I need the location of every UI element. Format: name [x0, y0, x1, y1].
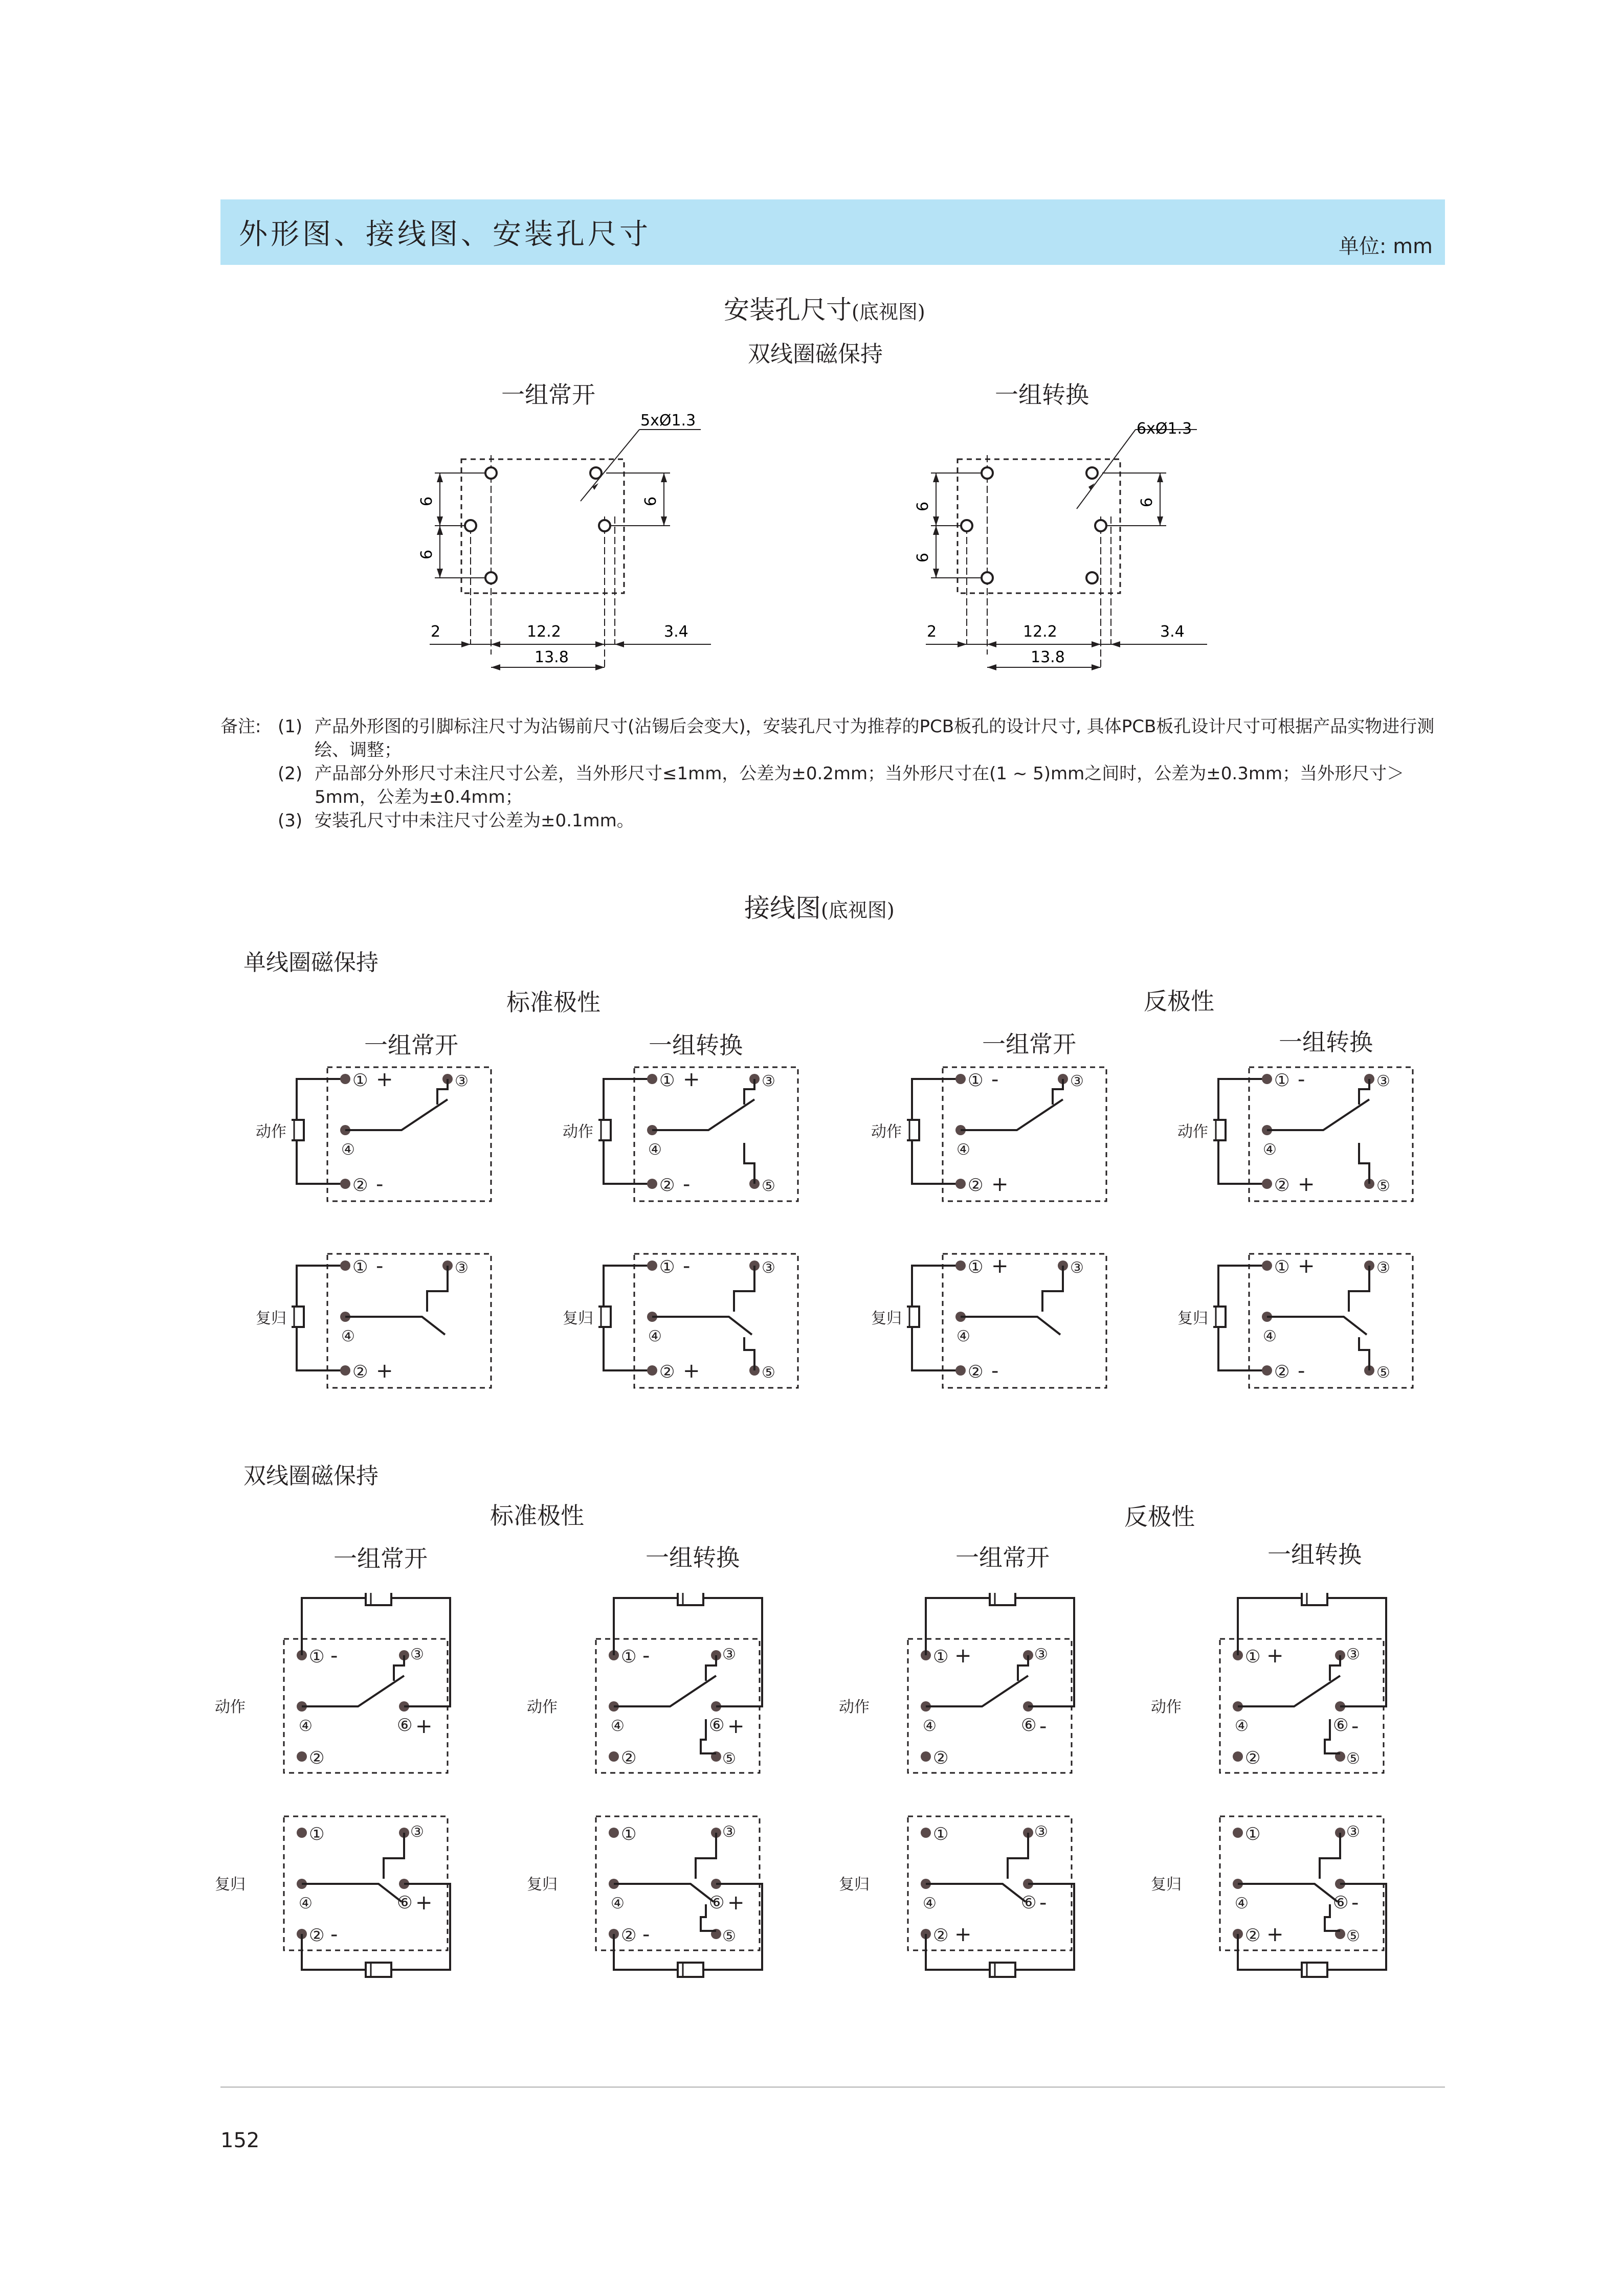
sign-top: +: [1298, 1254, 1315, 1278]
mounting-drawing-co: [900, 409, 1258, 685]
double-coil-title: 双线圈磁保持: [243, 1463, 379, 1489]
single-polarity-rev: 反极性: [1144, 987, 1214, 1015]
sign-pin-6: +: [727, 1891, 745, 1915]
pin-2: ②: [659, 1175, 675, 1196]
pin-4: ④: [341, 1141, 355, 1159]
pin-2: ②: [621, 1925, 637, 1946]
pin-4: ④: [299, 1895, 313, 1912]
pin-2: ②: [309, 1925, 325, 1946]
coil-state-label: 动作: [215, 1698, 246, 1716]
mounting-title-text: 安装孔尺寸: [724, 295, 852, 325]
double-reset-diagram: [882, 1810, 1097, 1994]
pin-1: ①: [621, 1647, 637, 1667]
pin-2: ②: [352, 1175, 368, 1196]
single-type-1: 一组常开: [364, 1031, 458, 1059]
pin-3: ③: [455, 1259, 469, 1277]
double-reset-diagram: [258, 1810, 473, 1994]
holes-callout-no: 5xØ1.3: [640, 412, 696, 430]
pin-1: ①: [352, 1070, 368, 1091]
sign-top: -: [991, 1068, 999, 1091]
coil-state-label: 动作: [1151, 1698, 1182, 1716]
pin-6: ⑥: [1333, 1893, 1349, 1913]
dim-6-b: 6: [418, 549, 436, 559]
pin-6: ⑥: [397, 1715, 413, 1736]
coil-state-label: 复归: [839, 1876, 870, 1894]
dim-3-4: 3.4: [664, 623, 688, 641]
single-action-diagram: [598, 1061, 803, 1214]
pin-3: ③: [1034, 1823, 1048, 1841]
notes-block: [220, 715, 1445, 832]
pin-4: ④: [1263, 1141, 1277, 1159]
single-type-2: 一组转换: [649, 1031, 743, 1059]
double-polarity-std: 标准极性: [490, 1502, 584, 1529]
note-text: 产品外形图的引脚标注尺寸为沾锡前尺寸(沾锡后会变大)，安装孔尺寸为推荐的PCB板孔的设计尺寸, 具体PCB板孔设计尺寸可根据产品实物进行测绘、调整；: [315, 716, 1435, 760]
sign-pin-2: -: [642, 1923, 650, 1946]
sign-bottom: +: [1298, 1173, 1315, 1196]
sign-pin-6: +: [415, 1715, 433, 1738]
dim-12-2: 12.2: [1023, 623, 1057, 641]
pin-1: ①: [1274, 1257, 1290, 1277]
pin-3: ③: [455, 1072, 469, 1090]
pin-5: ⑤: [1376, 1364, 1390, 1382]
mounting-drawing-no: [404, 409, 762, 685]
pin-1: ①: [659, 1257, 675, 1277]
pin-1: ①: [352, 1257, 368, 1277]
coil-state-label: 复归: [871, 1310, 902, 1327]
coil-state-label: 复归: [215, 1876, 246, 1894]
pin-3: ③: [1376, 1259, 1390, 1277]
pin-4: ④: [923, 1717, 937, 1735]
sign-bottom: +: [376, 1359, 393, 1383]
pin-5: ⑤: [1346, 1750, 1360, 1768]
pin-2: ②: [621, 1748, 637, 1768]
pin-1: ①: [933, 1824, 949, 1844]
pin-2: ②: [1245, 1748, 1261, 1768]
pin-3: ③: [410, 1646, 424, 1663]
pin-2: ②: [933, 1925, 949, 1946]
note-item: [220, 762, 1445, 809]
pin-5: ⑤: [1376, 1177, 1390, 1195]
double-type-3: 一组常开: [955, 1544, 1050, 1571]
sign-pin-6: +: [727, 1715, 745, 1738]
pin-4: ④: [341, 1327, 355, 1345]
note-item: [220, 715, 1445, 762]
pin-1: ①: [968, 1070, 984, 1091]
note-num: (3): [278, 811, 303, 831]
page-number: 152: [220, 2129, 260, 2152]
pin-4: ④: [956, 1141, 970, 1159]
double-reset-diagram: [570, 1810, 785, 1994]
pin-6: ⑥: [709, 1893, 725, 1913]
sign-top: +: [683, 1068, 700, 1091]
pin-3: ③: [1346, 1646, 1360, 1663]
sign-pin-1: +: [1266, 1644, 1284, 1668]
pin-1: ①: [659, 1070, 675, 1091]
coil-state-label: 动作: [1177, 1123, 1208, 1141]
sign-pin-6: -: [1351, 1715, 1359, 1738]
double-action-diagram: [1194, 1593, 1409, 1777]
sign-top: +: [376, 1068, 393, 1091]
pin-5: ⑤: [1346, 1927, 1360, 1945]
wiring-title-note: (底视图): [821, 899, 895, 921]
sign-bottom: -: [683, 1173, 691, 1196]
section-header-bar: [220, 199, 1445, 265]
single-polarity-std: 标准极性: [506, 988, 600, 1016]
pin-3: ③: [762, 1072, 775, 1090]
single-reset-diagram: [292, 1248, 496, 1401]
sign-pin-1: -: [330, 1644, 338, 1668]
coil-state-label: 动作: [256, 1123, 286, 1141]
dim-2: 2: [431, 623, 441, 641]
sign-pin-1: -: [642, 1644, 650, 1668]
double-type-2: 一组转换: [646, 1544, 740, 1571]
sign-bottom: -: [1298, 1359, 1305, 1383]
coil-state-label: 复归: [527, 1876, 558, 1894]
pin-4: ④: [1235, 1895, 1249, 1912]
pin-2: ②: [933, 1748, 949, 1768]
single-reset-diagram: [907, 1248, 1111, 1401]
notes-prefix: 备注:: [220, 716, 261, 737]
pin-2: ②: [659, 1362, 675, 1382]
pin-6: ⑥: [397, 1893, 413, 1913]
sign-top: -: [1298, 1068, 1305, 1091]
pin-6: ⑥: [1333, 1715, 1349, 1736]
dim-13-8: 13.8: [1031, 648, 1065, 666]
pin-2: ②: [1274, 1362, 1290, 1382]
dim-13-8: 13.8: [535, 648, 569, 666]
pin-4: ④: [1263, 1327, 1277, 1345]
pin-3: ③: [410, 1823, 424, 1841]
pin-6: ⑥: [709, 1715, 725, 1736]
pin-5: ⑤: [722, 1750, 736, 1768]
dim-6-c: 6: [642, 496, 660, 506]
pin-1: ①: [1245, 1824, 1261, 1844]
pin-1: ①: [968, 1257, 984, 1277]
coil-state-label: 动作: [839, 1698, 870, 1716]
dim-3-4: 3.4: [1160, 623, 1185, 641]
coil-state-label: 动作: [871, 1123, 902, 1141]
wiring-title-text: 接线图: [744, 893, 821, 923]
sign-bottom: -: [376, 1173, 384, 1196]
sign-top: -: [376, 1254, 384, 1278]
pin-3: ③: [1034, 1646, 1048, 1663]
pin-3: ③: [762, 1259, 775, 1277]
sign-bottom: +: [683, 1359, 700, 1383]
note-num: (2): [278, 763, 303, 784]
pin-4: ④: [648, 1327, 662, 1345]
pin-6: ⑥: [1021, 1715, 1037, 1736]
single-reset-diagram: [598, 1248, 803, 1401]
sign-pin-6: -: [1039, 1891, 1047, 1915]
pin-2: ②: [968, 1362, 984, 1382]
pin-3: ③: [1346, 1823, 1360, 1841]
sign-pin-2: -: [330, 1923, 338, 1946]
dim-6-a: 6: [914, 501, 932, 511]
sign-pin-2: +: [954, 1923, 972, 1946]
single-action-diagram: [907, 1061, 1111, 1214]
pin-1: ①: [1274, 1070, 1290, 1091]
mounting-variant-label-1: 一组常开: [501, 381, 595, 409]
dim-2: 2: [927, 623, 937, 641]
pin-1: ①: [1245, 1647, 1261, 1667]
wiring-title: [744, 888, 895, 925]
pin-1: ①: [309, 1824, 325, 1844]
note-text: 产品部分外形尺寸未注尺寸公差，当外形尺寸≤1mm，公差为±0.2mm；当外形尺寸在(1 ~ 5)mm之间时，公差为±0.3mm；当外形尺寸＞5mm，公差为±0.4mm；: [315, 763, 1405, 807]
pin-2: ②: [1274, 1175, 1290, 1196]
pin-6: ⑥: [1021, 1893, 1037, 1913]
mounting-coil-type: 双线圈磁保持: [748, 341, 883, 367]
pin-3: ③: [722, 1646, 736, 1663]
pin-4: ④: [956, 1327, 970, 1345]
single-type-3: 一组常开: [982, 1030, 1076, 1058]
single-type-4: 一组转换: [1279, 1028, 1373, 1056]
pin-2: ②: [968, 1175, 984, 1196]
double-action-diagram: [258, 1593, 473, 1777]
dim-12-2: 12.2: [527, 623, 561, 641]
pin-4: ④: [611, 1895, 625, 1912]
pin-2: ②: [309, 1748, 325, 1768]
section-title: 外形图、接线图、安装孔尺寸: [239, 218, 651, 251]
double-polarity-rev: 反极性: [1124, 1503, 1195, 1530]
double-type-4: 一组转换: [1267, 1541, 1362, 1568]
single-coil-title: 单线圈磁保持: [243, 950, 379, 976]
single-action-diagram: [1213, 1061, 1418, 1214]
sign-pin-6: -: [1039, 1715, 1047, 1738]
double-reset-diagram: [1194, 1810, 1409, 1994]
dim-6-c: 6: [1138, 497, 1156, 507]
double-type-1: 一组常开: [333, 1545, 428, 1572]
sign-pin-6: -: [1351, 1891, 1359, 1915]
note-num: (1): [278, 716, 303, 737]
pin-3: ③: [1376, 1072, 1390, 1090]
coil-state-label: 复归: [1177, 1310, 1208, 1327]
pin-4: ④: [611, 1717, 625, 1735]
dim-6-b: 6: [914, 552, 932, 562]
sign-pin-2: +: [1266, 1923, 1284, 1946]
pin-3: ③: [1070, 1072, 1084, 1090]
sign-top: +: [991, 1254, 1009, 1278]
coil-state-label: 复归: [1151, 1876, 1182, 1894]
pin-1: ①: [309, 1647, 325, 1667]
note-item: [220, 809, 1445, 832]
pin-2: ②: [352, 1362, 368, 1382]
coil-state-label: 复归: [563, 1310, 593, 1327]
pin-1: ①: [621, 1824, 637, 1844]
coil-state-label: 复归: [256, 1310, 286, 1327]
sign-pin-6: +: [415, 1891, 433, 1915]
note-text: 安装孔尺寸中未注尺寸公差为±0.1mm。: [315, 811, 634, 831]
sign-bottom: -: [991, 1359, 999, 1383]
pin-3: ③: [722, 1823, 736, 1841]
coil-state-label: 动作: [527, 1698, 558, 1716]
coil-state-label: 动作: [563, 1123, 593, 1141]
pin-2: ②: [1245, 1925, 1261, 1946]
double-action-diagram: [570, 1593, 785, 1777]
unit-label: 单位: mm: [1338, 235, 1433, 258]
sign-pin-1: +: [954, 1644, 972, 1668]
pin-4: ④: [299, 1717, 313, 1735]
holes-callout-co: 6xØ1.3: [1137, 420, 1192, 438]
pin-5: ⑤: [762, 1177, 775, 1195]
mounting-title-note: (底视图): [852, 301, 925, 323]
sign-bottom: +: [991, 1173, 1009, 1196]
mounting-variant-label-2: 一组转换: [995, 381, 1089, 409]
single-action-diagram: [292, 1061, 496, 1214]
pin-5: ⑤: [722, 1927, 736, 1945]
sign-top: -: [683, 1254, 691, 1278]
pin-4: ④: [1235, 1717, 1249, 1735]
double-action-diagram: [882, 1593, 1097, 1777]
pin-5: ⑤: [762, 1364, 775, 1382]
pin-3: ③: [1070, 1259, 1084, 1277]
pin-4: ④: [923, 1895, 937, 1912]
mounting-title: [724, 289, 925, 326]
single-reset-diagram: [1213, 1248, 1418, 1401]
footer-divider: [220, 2086, 1445, 2088]
pin-4: ④: [648, 1141, 662, 1159]
dim-6-a: 6: [418, 496, 436, 506]
pin-1: ①: [933, 1647, 949, 1667]
